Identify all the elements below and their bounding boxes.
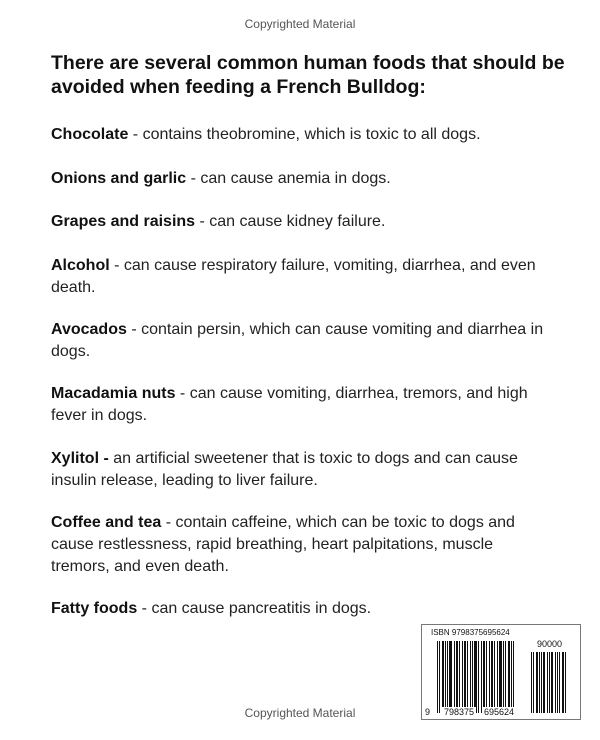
food-item xyxy=(51,383,551,427)
barcode-bar xyxy=(449,641,452,713)
food-item xyxy=(51,255,551,299)
food-description: - contains theobromine, which is toxic to all dogs. xyxy=(128,126,481,143)
barcode-bar xyxy=(533,652,534,713)
barcode-bar xyxy=(464,641,466,713)
barcode-bar xyxy=(456,641,458,713)
barcode-bar xyxy=(437,641,438,713)
barcode-bar xyxy=(486,641,487,713)
barcode-bar xyxy=(445,641,446,713)
food-item xyxy=(51,598,551,620)
food-name: Grapes and raisins xyxy=(51,213,196,230)
barcode-bar xyxy=(494,641,495,713)
food-name: Fatty foods xyxy=(51,600,138,617)
barcode-digits-right: 695624 xyxy=(484,707,515,717)
section-heading: There are several common human foods that should be avoided when feeding a French Bulldog: xyxy=(51,52,565,98)
food-description: - can cause anemia in dogs. xyxy=(186,170,391,187)
isbn-label: ISBN 9798375695624 xyxy=(431,628,510,637)
barcode-bar xyxy=(499,641,502,713)
food-description: an artificial sweetener that is toxic to dogs and can cause insulin release, leading to liver failure. xyxy=(51,450,518,489)
barcode-bar xyxy=(551,652,553,713)
food-description: - contain caffeine, which can be toxic to dogs and cause restlessness, rapid breathing, heart palpitations, muscle tremors, and even death. xyxy=(51,514,515,575)
barcode-bar xyxy=(497,641,498,713)
food-name: Coffee and tea xyxy=(51,514,162,531)
barcode-bar xyxy=(536,652,538,713)
barcode-bar xyxy=(559,652,560,713)
barcode-bar xyxy=(503,641,504,713)
barcode-bar xyxy=(478,641,479,713)
barcode-bar xyxy=(531,652,532,713)
barcode-bar xyxy=(442,641,444,713)
barcode-digits-left: 798375 xyxy=(444,707,475,717)
food-description: - can cause kidney failure. xyxy=(195,213,386,230)
barcode-bar xyxy=(543,652,545,713)
addon-barcode-bars xyxy=(531,652,567,713)
barcode-bar xyxy=(491,641,493,713)
food-name: Xylitol - xyxy=(51,450,109,467)
food-item xyxy=(51,319,551,363)
barcode-bar xyxy=(541,652,542,713)
barcode-bar xyxy=(555,652,556,713)
copyright-watermark-top: Copyrighted Material xyxy=(244,17,356,31)
food-item xyxy=(51,124,551,146)
barcode-bar xyxy=(508,641,510,713)
barcode-bar xyxy=(557,652,558,713)
barcode-bar xyxy=(513,641,514,713)
main-barcode-bars xyxy=(437,641,516,713)
barcode-addon-digits: 90000 xyxy=(537,639,563,649)
food-description: - can cause vomiting, diarrhea, tremors, and high fever in dogs. xyxy=(51,385,528,424)
food-item xyxy=(51,512,551,578)
barcode-bar xyxy=(474,641,477,713)
food-item xyxy=(51,448,551,492)
barcode-bar xyxy=(481,641,482,713)
food-description: - can cause respiratory failure, vomiting, diarrhea, and even death. xyxy=(51,257,536,296)
barcode-bar xyxy=(547,652,548,713)
barcode-bar xyxy=(489,641,490,713)
barcode-bar xyxy=(511,641,512,713)
food-name: Alcohol xyxy=(51,257,110,274)
food-item xyxy=(51,168,551,190)
barcode-bar xyxy=(549,652,550,713)
barcode-bar xyxy=(483,641,485,713)
barcode-bar xyxy=(539,652,540,713)
food-name: Avocados xyxy=(51,321,127,338)
barcode-bar xyxy=(467,641,468,713)
copyright-watermark-bottom: Copyrighted Material xyxy=(244,706,356,720)
barcode-bar xyxy=(565,652,566,713)
barcode-bar xyxy=(454,641,455,713)
food-name: Macadamia nuts xyxy=(51,385,176,402)
food-name: Onions and garlic xyxy=(51,170,187,187)
barcode-bar xyxy=(472,641,473,713)
barcode-bar xyxy=(505,641,506,713)
barcode-bar xyxy=(439,641,440,713)
barcode-bar xyxy=(459,641,460,713)
food-item xyxy=(51,211,551,233)
barcode-bar xyxy=(462,641,463,713)
food-description: - contain persin, which can cause vomiting and diarrhea in dogs. xyxy=(51,321,544,360)
food-description: - can cause pancreatitis in dogs. xyxy=(137,600,372,617)
barcode-bar xyxy=(447,641,448,713)
barcode-bar xyxy=(562,652,564,713)
barcode-bar xyxy=(470,641,471,713)
food-name: Chocolate xyxy=(51,126,129,143)
barcode-digit-first: 9 xyxy=(425,707,431,717)
